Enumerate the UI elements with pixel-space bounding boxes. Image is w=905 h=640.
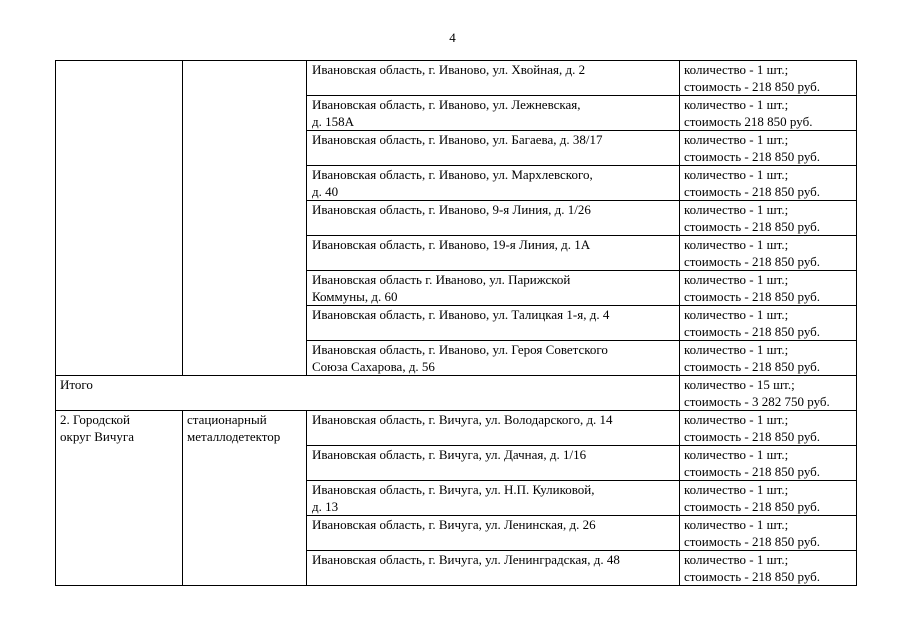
cost-text: стоимость - 218 850 руб.	[684, 183, 821, 199]
address-cell	[307, 61, 680, 96]
address-cell	[307, 516, 680, 551]
address-line: Ивановская область, г. Вичуга, ул. Володарского, д. 14	[312, 412, 613, 427]
quantity-text: количество - 1 шт.;	[684, 237, 789, 252]
quantity-cost-cell	[680, 96, 857, 131]
quantity-text: количество - 1 шт.;	[684, 97, 789, 112]
address-line: Ивановская область, г. Иваново, 19-я Линия, д. 1А	[312, 237, 591, 252]
address-cell	[307, 236, 680, 271]
cost-text: стоимость - 218 850 руб.	[684, 358, 821, 374]
address-cell	[307, 271, 680, 306]
address-line: Ивановская область, г. Вичуга, ул. Дачная, д. 1/16	[312, 447, 587, 462]
address-cell	[307, 131, 680, 166]
total-label-cell	[56, 376, 680, 411]
quantity-cost-cell	[680, 166, 857, 201]
cost-text: стоимость - 218 850 руб.	[684, 428, 821, 444]
address-cell	[307, 551, 680, 586]
total-row	[56, 376, 857, 411]
equipment-name-line: металлодетектор	[187, 428, 281, 444]
address-line: Коммуны, д. 60	[312, 288, 398, 304]
district-cell	[56, 411, 183, 586]
cost-text: стоимость - 218 850 руб.	[684, 323, 821, 339]
address-line: Ивановская область, г. Иваново, ул. Мархлевского,	[312, 167, 593, 182]
address-line: Ивановская область, г. Иваново, ул. Талицкая 1-я, д. 4	[312, 307, 610, 322]
quantity-cost-cell	[680, 236, 857, 271]
quantity-cost-cell	[680, 131, 857, 166]
quantity-cost-cell	[680, 411, 857, 446]
quantity-cost-cell	[680, 551, 857, 586]
cost-text: стоимость - 218 850 руб.	[684, 148, 821, 164]
quantity-cost-cell	[680, 341, 857, 376]
quantity-cost-cell	[680, 481, 857, 516]
address-line: д. 158А	[312, 113, 355, 129]
quantity-text: количество - 1 шт.;	[684, 447, 789, 462]
total-quantity-cost-cell	[680, 376, 857, 411]
address-cell	[307, 481, 680, 516]
address-cell	[307, 201, 680, 236]
address-cell	[307, 306, 680, 341]
address-cell	[307, 96, 680, 131]
cost-text: стоимость 218 850 руб.	[684, 113, 813, 129]
total-cost-text: стоимость - 3 282 750 руб.	[684, 393, 830, 409]
address-cell	[307, 341, 680, 376]
cost-text: стоимость - 218 850 руб.	[684, 78, 821, 94]
cost-text: стоимость - 218 850 руб.	[684, 288, 821, 304]
address-cell	[307, 446, 680, 481]
quantity-text: количество - 1 шт.;	[684, 62, 789, 77]
total-quantity-text: количество - 15 шт.;	[684, 377, 795, 392]
quantity-cost-cell	[680, 446, 857, 481]
quantity-cost-cell	[680, 271, 857, 306]
equipment-name-line: стационарный	[187, 412, 267, 427]
address-line: Ивановская область, г. Иваново, 9-я Линия, д. 1/26	[312, 202, 591, 217]
quantity-cost-cell	[680, 201, 857, 236]
address-line: Ивановская область, г. Иваново, ул. Багаева, д. 38/17	[312, 132, 603, 147]
address-line: Ивановская область, г. Иваново, ул. Героя Советского	[312, 342, 608, 357]
quantity-text: количество - 1 шт.;	[684, 272, 789, 287]
district-cell-empty	[56, 61, 183, 376]
cost-text: стоимость - 218 850 руб.	[684, 568, 821, 584]
district-name-line: 2. Городской	[60, 412, 130, 427]
quantity-text: количество - 1 шт.;	[684, 342, 789, 357]
cost-text: стоимость - 218 850 руб.	[684, 498, 821, 514]
quantity-text: количество - 1 шт.;	[684, 132, 789, 147]
table-body	[56, 61, 857, 586]
quantity-cost-cell	[680, 516, 857, 551]
table-row	[56, 411, 857, 446]
quantity-text: количество - 1 шт.;	[684, 202, 789, 217]
quantity-text: количество - 1 шт.;	[684, 307, 789, 322]
address-line: Ивановская область, г. Иваново, ул. Лежневская,	[312, 97, 581, 112]
address-line: Ивановская область г. Иваново, ул. Парижской	[312, 272, 571, 287]
address-line: Союза Сахарова, д. 56	[312, 358, 435, 374]
cost-text: стоимость - 218 850 руб.	[684, 463, 821, 479]
equipment-table	[55, 60, 857, 586]
quantity-cost-cell	[680, 61, 857, 96]
total-label: Итого	[60, 377, 93, 392]
cost-text: стоимость - 218 850 руб.	[684, 533, 821, 549]
quantity-cost-cell	[680, 306, 857, 341]
page-number: 4	[449, 30, 456, 45]
address-line: Ивановская область, г. Вичуга, ул. Ленинская, д. 26	[312, 517, 596, 532]
address-cell	[307, 166, 680, 201]
quantity-text: количество - 1 шт.;	[684, 517, 789, 532]
address-line: Ивановская область, г. Вичуга, ул. Ленинградская, д. 48	[312, 552, 620, 567]
quantity-text: количество - 1 шт.;	[684, 482, 789, 497]
cost-text: стоимость - 218 850 руб.	[684, 253, 821, 269]
address-cell	[307, 411, 680, 446]
address-line: д. 40	[312, 183, 339, 199]
equipment-cell-empty	[183, 61, 307, 376]
address-line: Ивановская область, г. Вичуга, ул. Н.П. Куликовой,	[312, 482, 595, 497]
equipment-cell	[183, 411, 307, 586]
address-line: д. 13	[312, 498, 339, 514]
quantity-text: количество - 1 шт.;	[684, 552, 789, 567]
address-line: Ивановская область, г. Иваново, ул. Хвойная, д. 2	[312, 62, 586, 77]
cost-text: стоимость - 218 850 руб.	[684, 218, 821, 234]
quantity-text: количество - 1 шт.;	[684, 412, 789, 427]
quantity-text: количество - 1 шт.;	[684, 167, 789, 182]
district-name-line: округ Вичуга	[60, 428, 134, 444]
table-row	[56, 61, 857, 96]
